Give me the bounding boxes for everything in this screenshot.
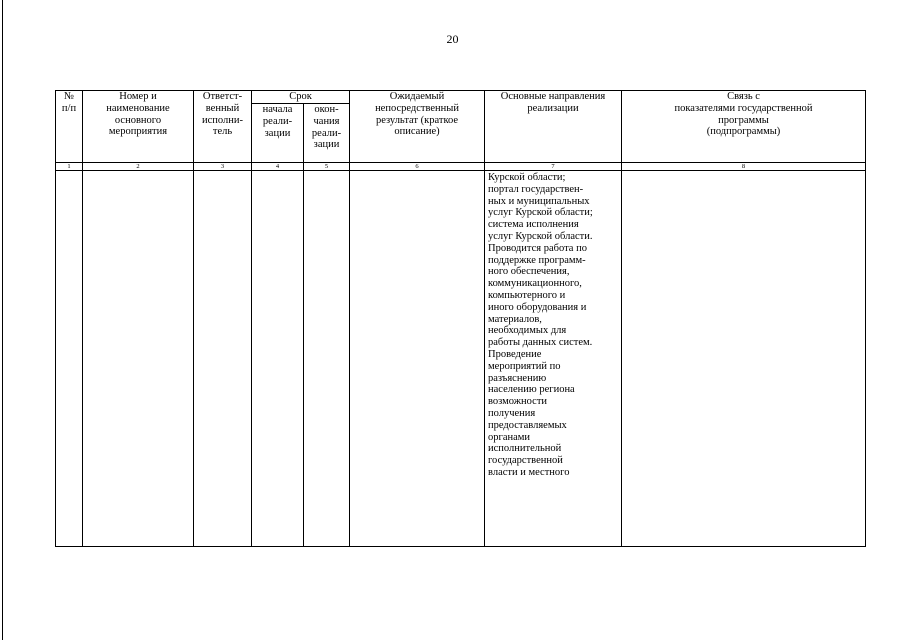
activities-table [55,90,866,547]
cell-col-1 [56,171,83,547]
column-number: 3 [194,163,252,171]
column-number: 4 [252,163,304,171]
header-col-8: Связь с показателями государственной программы (подпрограммы) [622,91,866,163]
header-col-6: Ожидаемый непосредственный результат (краткое описание) [350,91,485,163]
header-row [56,91,866,104]
header-col-1: № п/п [56,91,83,163]
header-col-2: Номер и наименование основного мероприятия [83,91,194,163]
header-srok: Срок [252,91,350,104]
page-number: 20 [446,32,459,46]
cell-col-7: Курской области; портал государствен- ных и муниципальных услуг Курской области; система исполнения услуг Курской области. Проводится работа по поддержке программ- ного обеспечения, коммуникационного, компьютерного и иного оборудования и материалов, необходимых для работы данных систем. Проведение мероприятий по разъяснению населению региона возможности получения предоставляемых органами исполнительной государственной власти и местного [485,171,622,547]
column-number: 8 [622,163,866,171]
column-number-row [56,163,866,171]
cell-col-4 [252,171,304,547]
cell-col-8 [622,171,866,547]
page-left-border [2,0,3,640]
header-col-7: Основные направления реализации [485,91,622,163]
column-number: 2 [83,163,194,171]
cell-col-2 [83,171,194,547]
cell-col-6 [350,171,485,547]
header-col-4: начала реали- зации [252,104,304,163]
table-row [56,171,866,547]
header-col-3: Ответст- венный исполни- тель [194,91,252,163]
header-col-5: окон- чания реали- зации [304,104,350,163]
cell-col-3 [194,171,252,547]
column-number: 1 [56,163,83,171]
cell-col-5 [304,171,350,547]
column-number: 6 [350,163,485,171]
column-number: 5 [304,163,350,171]
column-number: 7 [485,163,622,171]
